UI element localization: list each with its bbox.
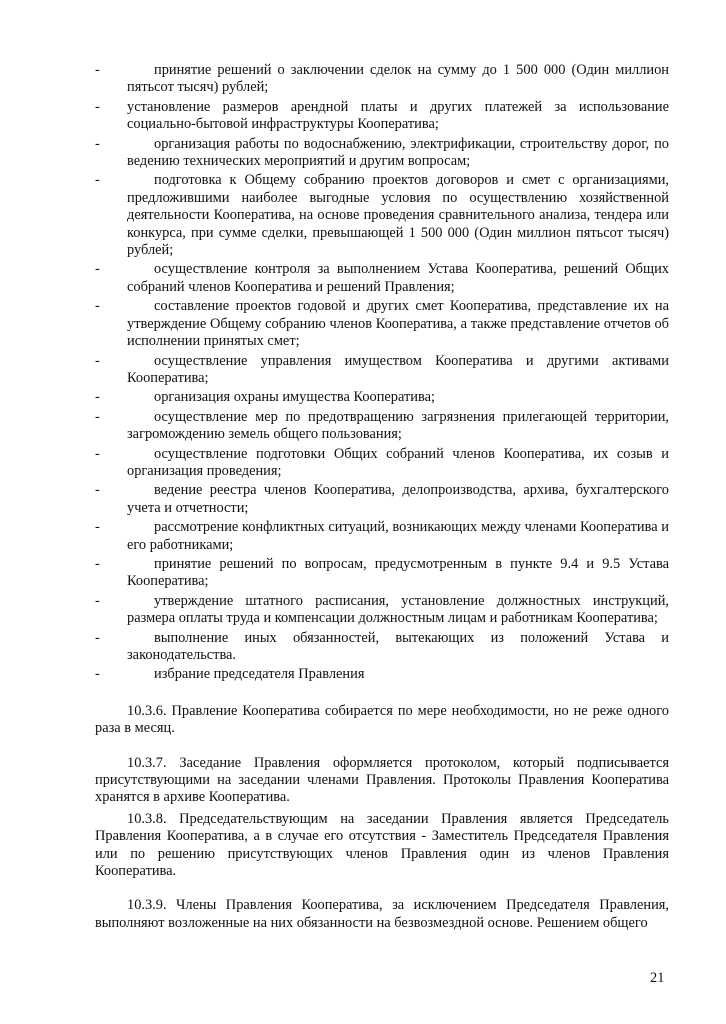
list-item bbox=[95, 298, 669, 350]
list-item bbox=[95, 172, 669, 259]
bullet: - bbox=[95, 135, 100, 152]
list-item bbox=[95, 593, 669, 628]
list-item bbox=[95, 136, 669, 171]
list-item bbox=[95, 353, 669, 388]
list-item-text: рассмотрение конфликтных ситуаций, возникающих между членами Кооператива и его работниками; bbox=[127, 519, 669, 553]
bullet: - bbox=[95, 629, 100, 646]
bullet: - bbox=[95, 352, 100, 369]
bullet: - bbox=[95, 666, 100, 683]
list-item-text: избрание председателя Правления bbox=[154, 666, 365, 683]
list-item bbox=[95, 666, 669, 683]
bullet: - bbox=[95, 62, 100, 78]
list-item-text: осуществление управления имуществом Кооператива и другими активами Кооператива; bbox=[127, 352, 669, 386]
paragraph-10-3-8: 10.3.8. Председательствующим на заседании Правления является Председатель Правления Кооператива, а в случае его отсутствия - Заместитель Председателя Правления или по решению присутствующих членов Правления один из членов Правления Кооператива. bbox=[95, 810, 669, 880]
list-item-text: установление размеров арендной платы и других платежей за использование социально-бытовой инфраструктуры Кооператива; bbox=[127, 98, 669, 133]
list-item bbox=[95, 446, 669, 481]
bullet: - bbox=[95, 519, 100, 536]
paragraph-10-3-9: 10.3.9. Члены Правления Кооператива, за исключением Председателя Правления, выполняют возложенные на них обязанности на безвозмездной основе. Решением общего bbox=[95, 897, 669, 931]
list-item bbox=[95, 261, 669, 296]
duties-list bbox=[95, 62, 669, 684]
list-item-text: выполнение иных обязанностей, вытекающих из положений Устава и законодательства. bbox=[127, 629, 669, 663]
bullet: - bbox=[95, 592, 100, 609]
bullet: - bbox=[95, 482, 100, 499]
document-page bbox=[95, 62, 669, 932]
list-item bbox=[95, 99, 669, 134]
list-item bbox=[95, 389, 669, 406]
list-item-text: ведение реестра членов Кооператива, делопроизводства, архива, бухгалтерского учета и отчетности; bbox=[127, 482, 669, 516]
bullet: - bbox=[95, 389, 100, 406]
list-item bbox=[95, 556, 669, 591]
bullet: - bbox=[95, 555, 100, 572]
list-item-text: составление проектов годовой и других смет Кооператива, представление их на утверждение Общему собранию членов Кооператива, а также представление отчетов об исполнении принятых смет; bbox=[127, 298, 669, 350]
list-item bbox=[95, 630, 669, 665]
bullet: - bbox=[95, 172, 100, 189]
list-item-text: утверждение штатного расписания, установление должностных инструкций, размера оплаты труда и компенсации должностным лицам и работникам Кооператива; bbox=[127, 592, 669, 627]
list-item-text: осуществление контроля за выполнением Устава Кооператива, решений Общих собраний членов Кооператива и решений Правления; bbox=[127, 261, 669, 295]
bullet: - bbox=[95, 298, 100, 315]
list-item bbox=[95, 409, 669, 444]
list-item-text: организация охраны имущества Кооператива; bbox=[154, 389, 436, 406]
list-item-text: организация работы по водоснабжению, электрификации, строительству дорог, по ведению технических мероприятий и другим вопросам; bbox=[127, 135, 669, 170]
paragraph-10-3-7: 10.3.7. Заседание Правления оформляется протоколом, который подписывается присутствующими на заседании членами Правления. Протоколы Правления Кооператива хранятся в архиве Кооператива. bbox=[95, 754, 669, 806]
list-item-text: осуществление подготовки Общих собраний членов Кооператива, их созыв и организация проведения; bbox=[127, 445, 669, 479]
list-item bbox=[95, 482, 669, 517]
list-item-text: принятие решений по вопросам, предусмотренным в пункте 9.4 и 9.5 Устава Кооператива; bbox=[127, 555, 669, 590]
list-item-text: принятие решений о заключении сделок на сумму до 1 500 000 (Один миллион пятьсот тысяч) рублей; bbox=[127, 62, 669, 96]
paragraph-10-3-6: 10.3.6. Правление Кооператива собирается по мере необходимости, но не реже одного раза в месяц. bbox=[95, 702, 669, 737]
page-number: 21 bbox=[650, 970, 665, 986]
list-item-text: осуществление мер по предотвращению загрязнения прилегающей территории, загромождению земель общего пользования; bbox=[127, 408, 669, 443]
bullet: - bbox=[95, 98, 100, 115]
list-item bbox=[95, 519, 669, 554]
bullet: - bbox=[95, 408, 100, 425]
bullet: - bbox=[95, 261, 100, 278]
bullet: - bbox=[95, 445, 100, 462]
list-item-text: подготовка к Общему собранию проектов договоров и смет с организациями, предложившими наиболее выгодные условия по осуществлению хозяйственной деятельности Кооператива, на основе проведения сравнительного анализа, тендера или конкурса, при сумме сделки, превышающей 1 500 000 (Один миллион пятьсот тысяч) рублей; bbox=[127, 172, 669, 259]
list-item bbox=[95, 62, 669, 97]
